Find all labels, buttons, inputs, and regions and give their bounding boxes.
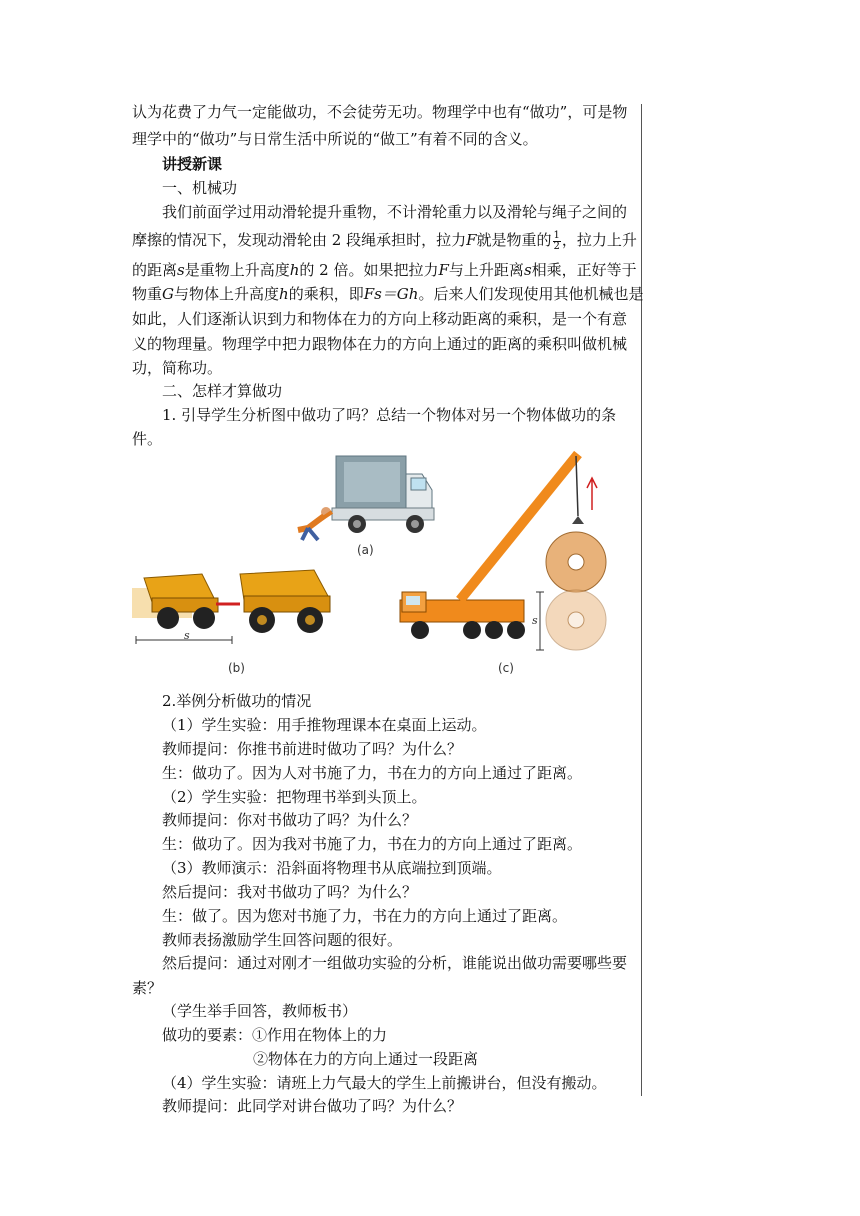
text-line: 2.举例分析做功的情况 <box>162 692 312 710</box>
text-run: 与物体上升高度 <box>174 285 280 303</box>
text-line: 做功的要素：①作用在物体上的力 <box>162 1026 388 1044</box>
text-line: 义的物理量。物理学中把力跟物体在力的方向上通过的距离的乘积叫做机械 <box>132 335 628 353</box>
var-F: F <box>438 261 449 279</box>
equation: Fs＝Gh <box>363 285 419 303</box>
text-line: （学生举手回答，教师板书） <box>162 1002 358 1020</box>
var-s: s <box>177 261 185 279</box>
text-line: 件。 <box>132 430 163 448</box>
text-line: 然后提问：我对书做功了吗？为什么？ <box>162 883 418 901</box>
distance-label-b: s <box>184 629 190 642</box>
text-run: 的距离 <box>132 261 178 279</box>
text-line: 教师提问：你推书前进时做功了吗？为什么？ <box>162 740 463 758</box>
text-line-formula <box>132 230 637 250</box>
var-F: F <box>466 231 477 249</box>
figure-c-crane <box>400 454 606 650</box>
fraction-numerator: 1 <box>553 229 560 241</box>
table-border-right <box>641 104 642 1096</box>
text-run: 就是物重的 <box>476 231 552 249</box>
text-line: （4）学生实验：请班上力气最大的学生上前搬讲台，但没有搬动。 <box>162 1074 607 1092</box>
text-run: 摩擦的情况下，发现动滑轮由 2 段绳承担时，拉力 <box>132 231 467 249</box>
text-line: 生：做功了。因为人对书施了力，书在力的方向上通过了距离。 <box>162 764 583 782</box>
text-line: ②物体在力的方向上通过一段距离 <box>253 1050 479 1068</box>
caption-a: (a) <box>357 543 374 557</box>
text-run: 是重物上升高度 <box>184 261 290 279</box>
text-line: 如此，人们逐渐认识到力和物体在力的方向上移动距离的乘积，是一个有意 <box>132 310 628 328</box>
text-line: 教师表扬激励学生回答问题的很好。 <box>162 931 403 949</box>
subsection-heading: 一、机械功 <box>162 179 238 197</box>
caption-c: (c) <box>498 661 514 675</box>
text-line: 教师提问：你对书做功了吗？为什么？ <box>162 811 418 829</box>
text-line: 功，简称功。 <box>132 359 223 377</box>
text-line: （3）教师演示：沿斜面将物理书从底端拉到顶端。 <box>162 859 502 877</box>
text-line: 认为花费了力气一定能做功，不会徒劳无功。物理学中也有“做功”，可是物 <box>132 103 628 121</box>
text-line: 1. 引导学生分析图中做功了吗？总结一个物体对另一个物体做功的条 <box>162 406 617 424</box>
text-line: （2）学生实验：把物理书举到头顶上。 <box>162 788 427 806</box>
text-run: 相乘，正好等于 <box>531 261 637 279</box>
var-s: s <box>523 261 532 279</box>
text-run: 的 2 倍。如果把拉力 <box>299 261 439 279</box>
var-h: h <box>289 261 300 279</box>
section-heading: 讲授新课 <box>162 155 223 173</box>
subsection-heading: 二、怎样才算做功 <box>162 382 283 400</box>
text-line: 生：做了。因为您对书施了力，书在力的方向上通过了距离。 <box>162 907 568 925</box>
fraction-denominator: 2 <box>553 240 560 252</box>
text-line: 生：做功了。因为我对书施了力，书在力的方向上通过了距离。 <box>162 835 583 853</box>
fraction-half <box>553 231 561 252</box>
text-run: 与上升距离 <box>448 261 524 279</box>
text-line: 然后提问：通过对刚才一组做功实验的分析，谁能说出做功需要哪些要 <box>162 954 628 972</box>
text-line: 我们前面学过用动滑轮提升重物，不计滑轮重力以及滑轮与绳子之间的 <box>162 203 628 221</box>
text-line: 理学中的“做功”与日常生活中所说的“做工”有着不同的含义。 <box>132 130 538 148</box>
caption-b: (b) <box>228 661 245 675</box>
distance-label-c: s <box>532 614 538 627</box>
text-line-formula <box>132 284 643 304</box>
var-h: h <box>279 285 289 303</box>
text-run: 的乘积，即 <box>288 285 364 303</box>
work-figure <box>132 450 636 682</box>
text-line: 教师提问：此同学对讲台做功了吗？为什么？ <box>162 1097 463 1115</box>
figure-b-trucks <box>132 570 330 644</box>
text-run: 。后来人们发现使用其他机械也是 <box>418 285 644 303</box>
text-line: （1）学生实验：用手推物理课本在桌面上运动。 <box>162 716 487 734</box>
figure-a-truck <box>298 456 434 540</box>
text-line: 素？ <box>132 979 163 997</box>
var-G: G <box>162 285 174 303</box>
text-line-formula <box>132 260 637 280</box>
figure-illustration <box>132 450 636 682</box>
text-run: 物重 <box>132 285 163 303</box>
text-run: ，拉力上升 <box>561 231 637 249</box>
